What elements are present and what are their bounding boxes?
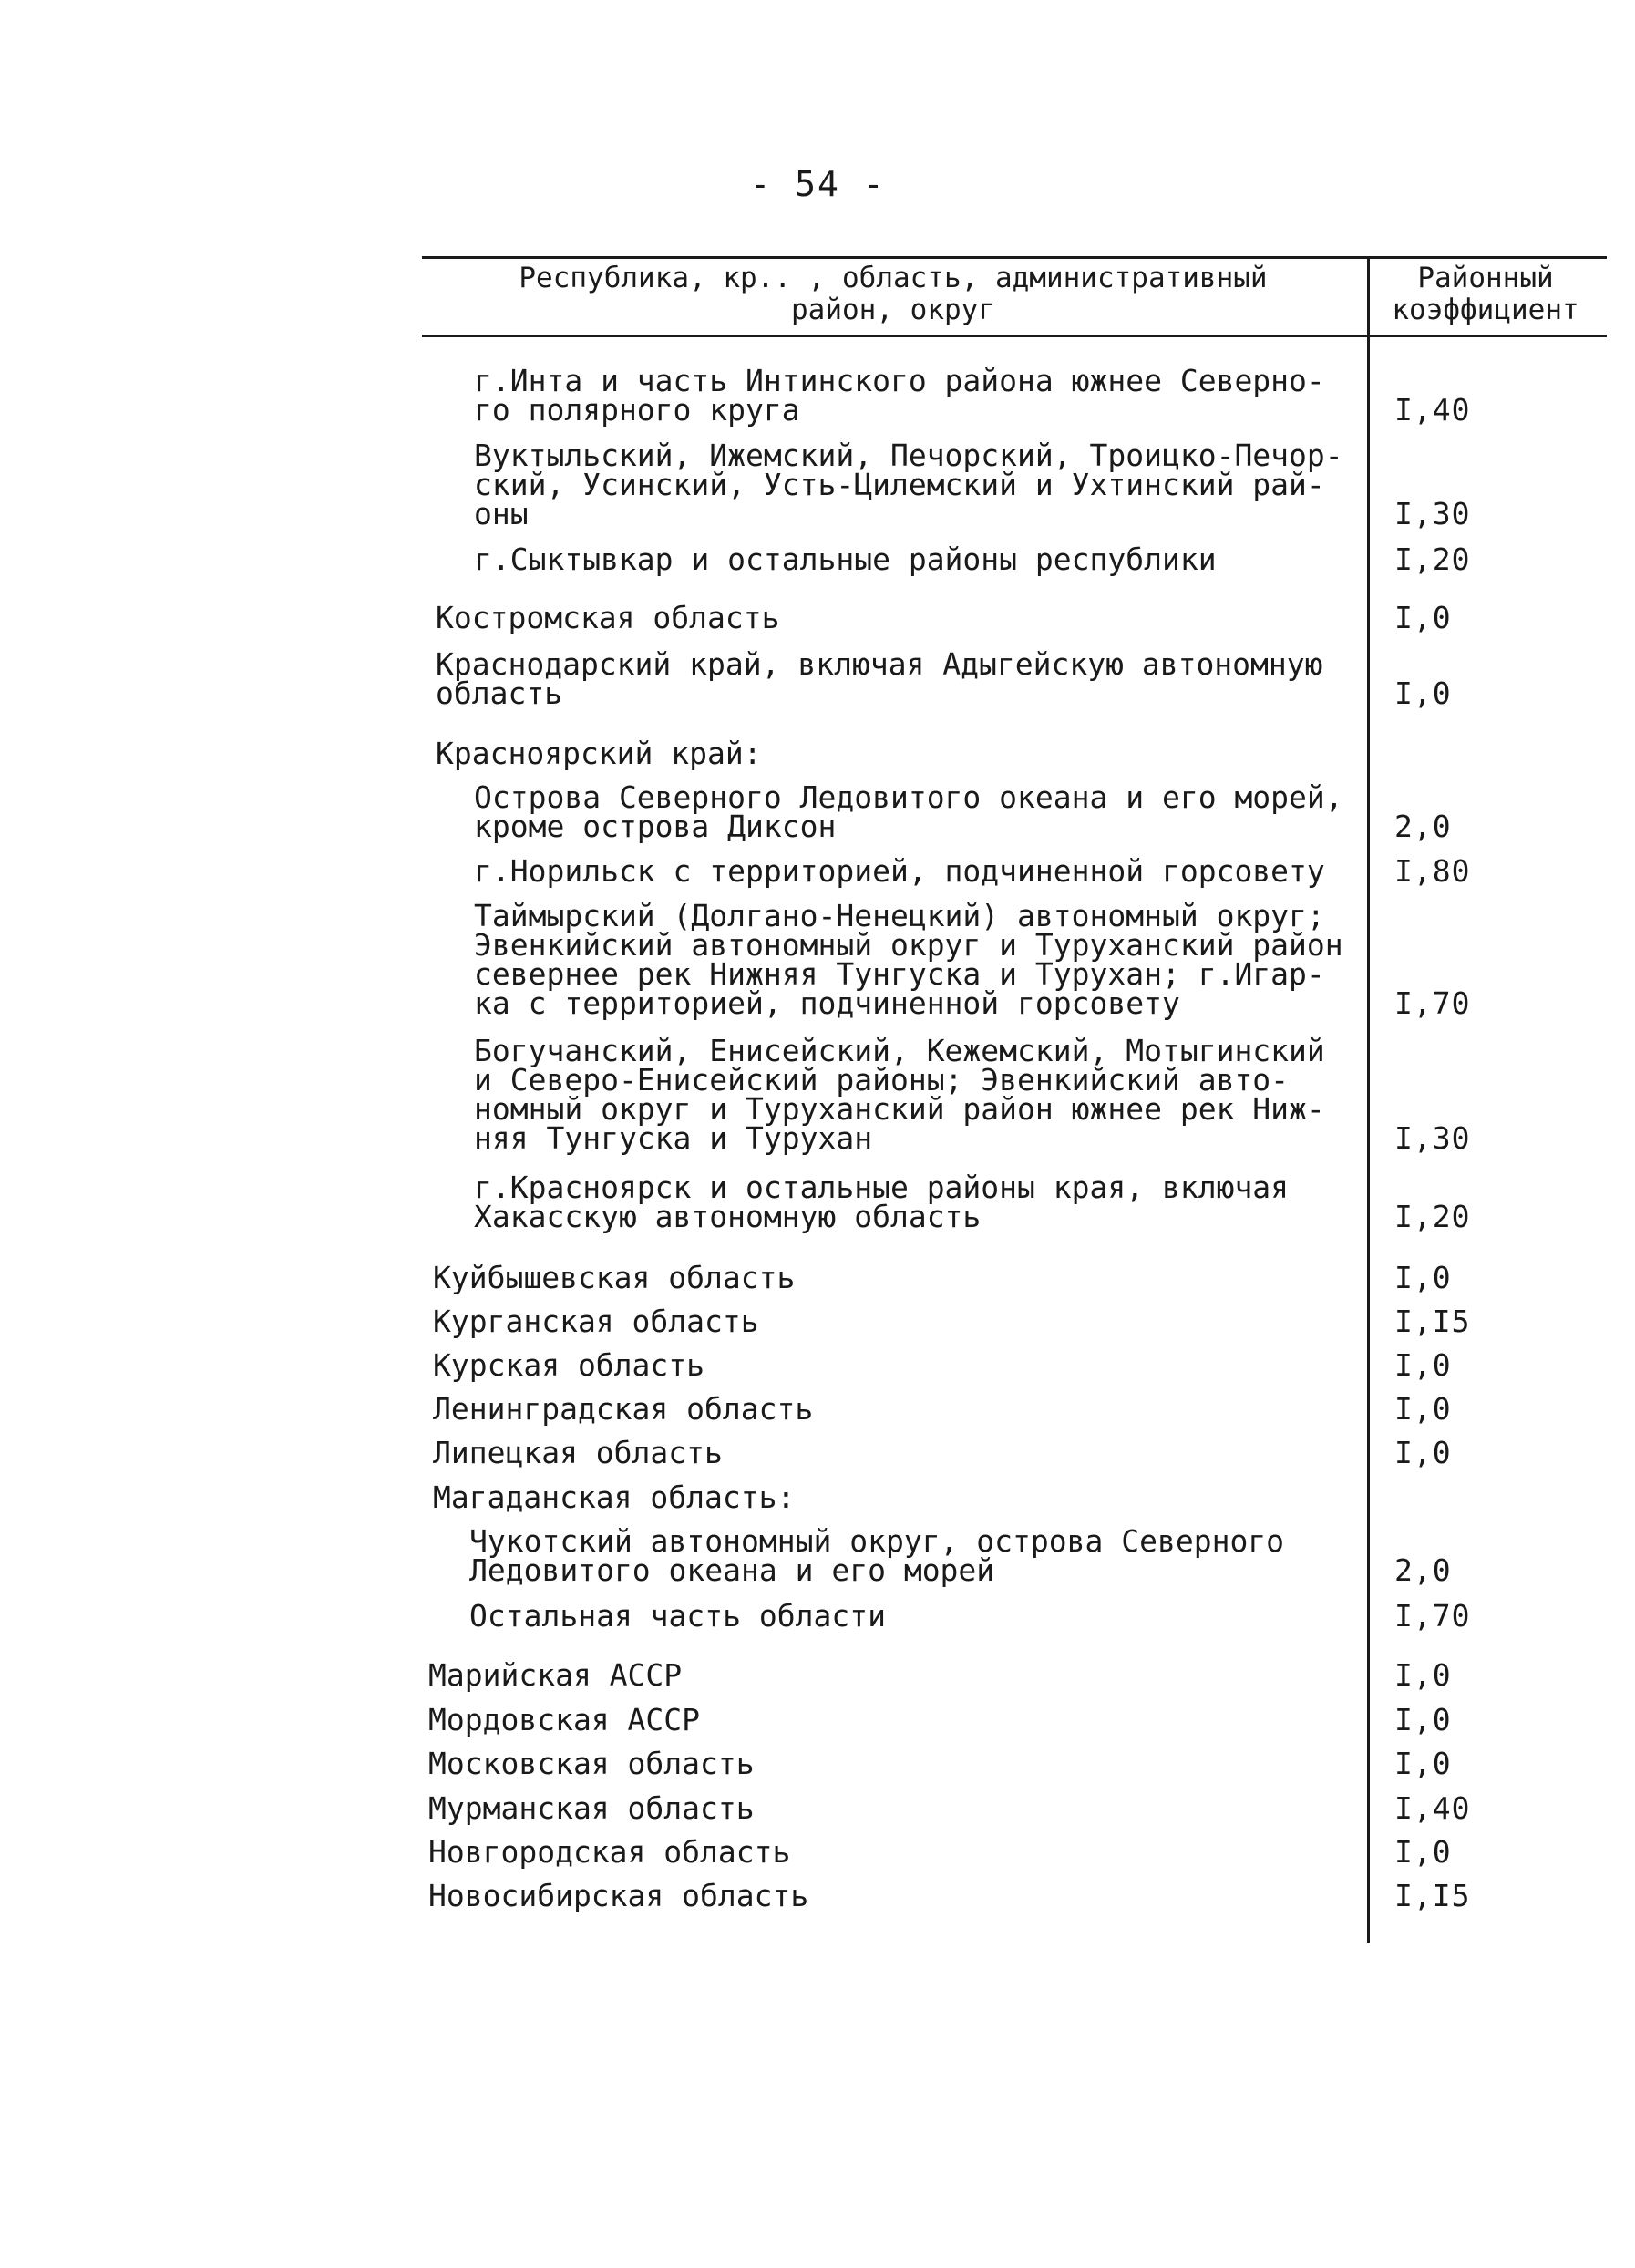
coefficient-value: I,0 [1394, 1260, 1452, 1295]
coefficient-value: I,70 [1394, 1598, 1471, 1634]
region-name: Курская область [433, 1347, 705, 1383]
header-coefficient: Районный коэффициент [1392, 262, 1579, 326]
coefficient-value: I,I5 [1394, 1304, 1471, 1339]
region-name: Богучанский, Енисейский, Кежемский, Мотыгинский и Северо-Енисейский районы; Эвенкийский авто- номный округ и Туруханский район южнее рек Ниж- няя Тунгуска и Турухан [474, 1033, 1325, 1156]
coefficient-value: I,I5 [1394, 1878, 1471, 1913]
region-name: г.Красноярск и остальные районы края, включая Хакасскую автономную область [474, 1170, 1290, 1234]
table-top-rule [422, 256, 1607, 259]
coefficient-value: I,0 [1394, 1347, 1452, 1383]
coefficient-value: I,0 [1394, 1657, 1452, 1693]
region-name: Ленинградская область [433, 1391, 814, 1427]
header-bottom-rule [422, 335, 1607, 337]
region-name: Костромская область [436, 600, 780, 635]
region-name: Курганская область [433, 1304, 759, 1339]
region-name: Марийская АССР [428, 1657, 683, 1693]
region-name: Куйбышевская область [433, 1260, 796, 1295]
coefficient-value: 2,0 [1394, 1552, 1452, 1588]
coefficient-value: I,20 [1394, 541, 1471, 577]
coefficient-value: I,0 [1394, 1746, 1452, 1781]
region-name: Вуктыльский, Ижемский, Печорский, Троицко-Печор- ский, Усинский, Усть-Цилемский и Ухтинский рай- оны [474, 438, 1343, 531]
coefficient-value: I,0 [1394, 1435, 1452, 1470]
coefficient-value: I,70 [1394, 985, 1471, 1021]
region-name: Остальная часть области [469, 1598, 886, 1634]
region-name: Липецкая область [433, 1435, 723, 1470]
coefficient-value: I,0 [1394, 1702, 1452, 1737]
coefficient-value: I,30 [1394, 1120, 1471, 1156]
coefficient-value: I,40 [1394, 1790, 1471, 1826]
region-name: г.Сыктывкар и остальные районы республики [474, 541, 1217, 577]
region-name: Магаданская область: [433, 1479, 796, 1515]
region-name: Таймырский (Долгано-Ненецкий) автономный округ; Эвенкийский автономный округ и Туруханский район севернее рек Нижняя Тунгуска и Турухан; г.Игар- ка с территорией, подчиненной горсовету [474, 898, 1343, 1021]
region-name: Чукотский автономный округ, острова Северного Ледовитого океана и его морей [469, 1523, 1285, 1588]
coefficient-value: I,0 [1394, 675, 1452, 711]
column-divider [1367, 256, 1370, 1943]
region-name: Новосибирская область [428, 1878, 809, 1913]
page-number: - 54 - [749, 164, 886, 204]
coefficient-value: I,0 [1394, 600, 1452, 635]
region-name: Московская область [428, 1746, 755, 1781]
region-name: Мордовская АССР [428, 1702, 701, 1737]
coefficient-value: I,20 [1394, 1199, 1471, 1234]
coefficient-value: I,80 [1394, 853, 1471, 889]
region-name: Острова Северного Ледовитого океана и его морей, кроме острова Диксон [474, 779, 1343, 844]
region-name: г.Инта и часть Интинского района южнее Северно- го полярного круга [474, 363, 1325, 428]
coefficient-value: I,0 [1394, 1834, 1452, 1870]
region-name: Новгородская область [428, 1834, 791, 1870]
region-name: г.Норильск с территорией, подчиненной горсовету [474, 853, 1325, 889]
coefficient-value: I,30 [1394, 496, 1471, 531]
coefficient-value: I,40 [1394, 392, 1471, 428]
coefficient-value: 2,0 [1394, 809, 1452, 844]
coefficient-value: I,0 [1394, 1391, 1452, 1427]
region-name: Мурманская область [428, 1790, 755, 1826]
region-name: Красноярский край: [436, 736, 762, 771]
region-name: Краснодарский край, включая Адыгейскую автономную область [436, 646, 1323, 711]
header-region: Республика, кр.. , область, административный район, округ [519, 262, 1268, 326]
